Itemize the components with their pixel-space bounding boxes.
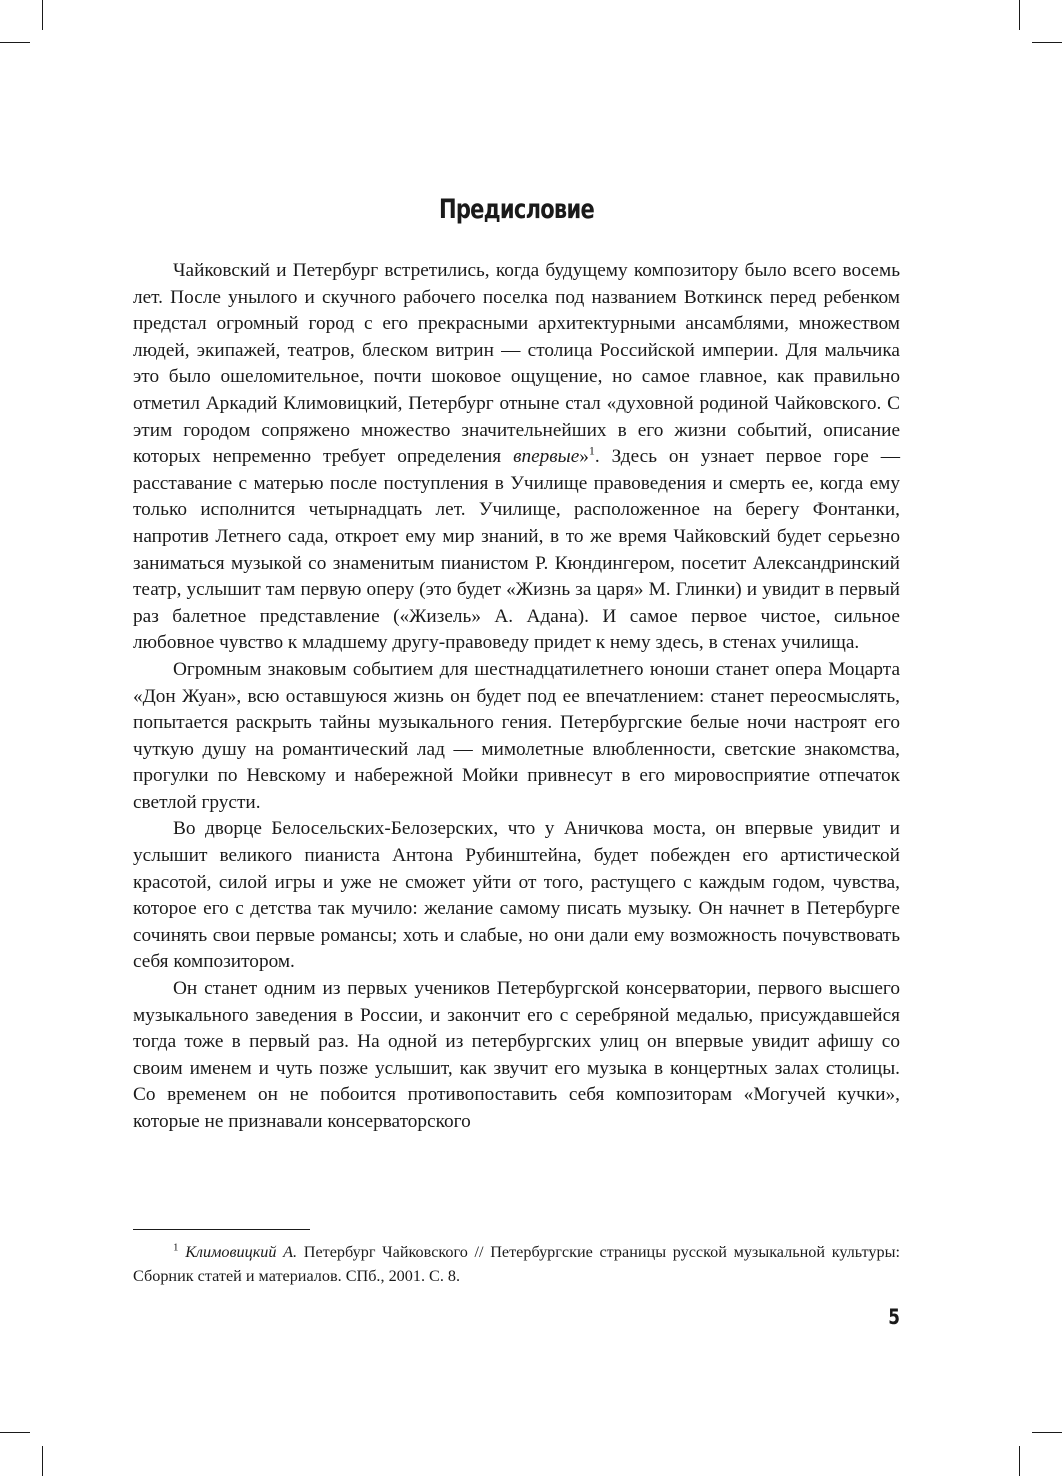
crop-mark — [1019, 0, 1020, 30]
closing-quote: » — [579, 446, 589, 468]
crop-mark — [42, 1446, 43, 1476]
page-number: 5 — [888, 1305, 900, 1329]
paragraph-text: Чайковский и Петербург встретились, когда будущему композитору было всего восемь лет. После унылого и скучного рабочего поселка под названием Воткинск перед ребенком предстал огромный город с его прекрасными архитектурными ансамблями, множеством людей, экипажей, театров, блеском витрин — столица Российской империи. Для мальчика это было ошеломительное, почти шоковое ощущение, но самое главное, как правильно отметил Аркадий Климовицкий, Петербург отныне стал «духовной родиной Чайковского. С этим городом сопряжено множество значительнейших в его жизни событий, описание которых непременно требует определения — [133, 260, 900, 468]
crop-mark — [0, 42, 30, 43]
footnote-author: Климовицкий А. — [185, 1243, 298, 1261]
paragraph — [133, 258, 900, 657]
crop-mark — [0, 1432, 30, 1433]
footnote — [133, 1240, 900, 1288]
footnote-divider — [133, 1229, 310, 1230]
italic-term: впервые — [513, 446, 580, 468]
footnote-number: 1 — [173, 1241, 179, 1254]
footnote-reference[interactable]: 1 — [588, 443, 595, 458]
page-title: Предисловие — [439, 194, 594, 225]
crop-mark — [1032, 1432, 1062, 1433]
crop-mark — [1032, 42, 1062, 43]
paragraph-text: . Здесь он узнает первое горе — расставание с матерью после поступления в Училище правоведения и смерть ее, когда ему только исполнится четырнадцать лет. Училище, расположенное на берегу Фонтанки, напротив Летнего сада, откроет ему мир знаний, в то же время Чайковский будет серьезно заниматься музыкой со знаменитым пианистом Р. Кюндингером, посетит Александринский театр, услышит там первую оперу (это будет «Жизнь за царя» М. Глинки) и увидит в первый раз балетное представление («Жизель» А. Адана). И самое первое чистое, сильное любовное чувство к младшему другу-правоведу придет к нему здесь, в стенах училища. — [133, 446, 900, 654]
paragraph: Во дворце Белосельских-Белозерских, что у Аничкова моста, он впервые увидит и услышит великого пианиста Антона Рубинштейна, будет побежден его артистической красотой, силой игры и уже не сможет уйти от того, растущего с каждым годом, чувства, которое его с детства так мучило: желание самому писать музыку. Он начнет в Петербурге сочинять свои первые романсы; хоть и слабые, но они дали ему возможность почувствовать себя композитором. — [133, 818, 900, 973]
paragraph: Он станет одним из первых учеников Петербургской консерватории, первого высшего музыкального заведения в России, и закончит его с серебряной медалью, присуждавшейся тогда тоже в первый раз. На одной из петербургских улиц он впервые увидит афишу со своим именем и чуть позже услышит, как звучит его музыка в концертных залах столицы. Со временем он не побоится противопоставить себя композиторам «Могучей кучки», которые не признавали консерваторского — [133, 978, 900, 1132]
crop-mark — [42, 0, 43, 30]
crop-mark — [1019, 1446, 1020, 1476]
body-text — [133, 258, 900, 1136]
footnote-text: Петербург Чайковского // Петербургские страницы русской музыкальной культуры: Сборник статей и материалов. СПб., 2001. С. 8. — [133, 1243, 900, 1285]
paragraph: Огромным знаковым событием для шестнадцатилетнего юноши станет опера Моцарта «Дон Жуан», всю оставшуюся жизнь он будет под ее впечатлением: станет переосмыслять, попытается раскрыть тайны музыкального гения. Петербургские белые ночи настроят его чуткую душу на романтический лад — мимолетные влюбленности, светские знакомства, прогулки по Невскому и набережной Мойки привнесут в его мировосприятие отпечаток светлой грусти. — [133, 658, 900, 813]
